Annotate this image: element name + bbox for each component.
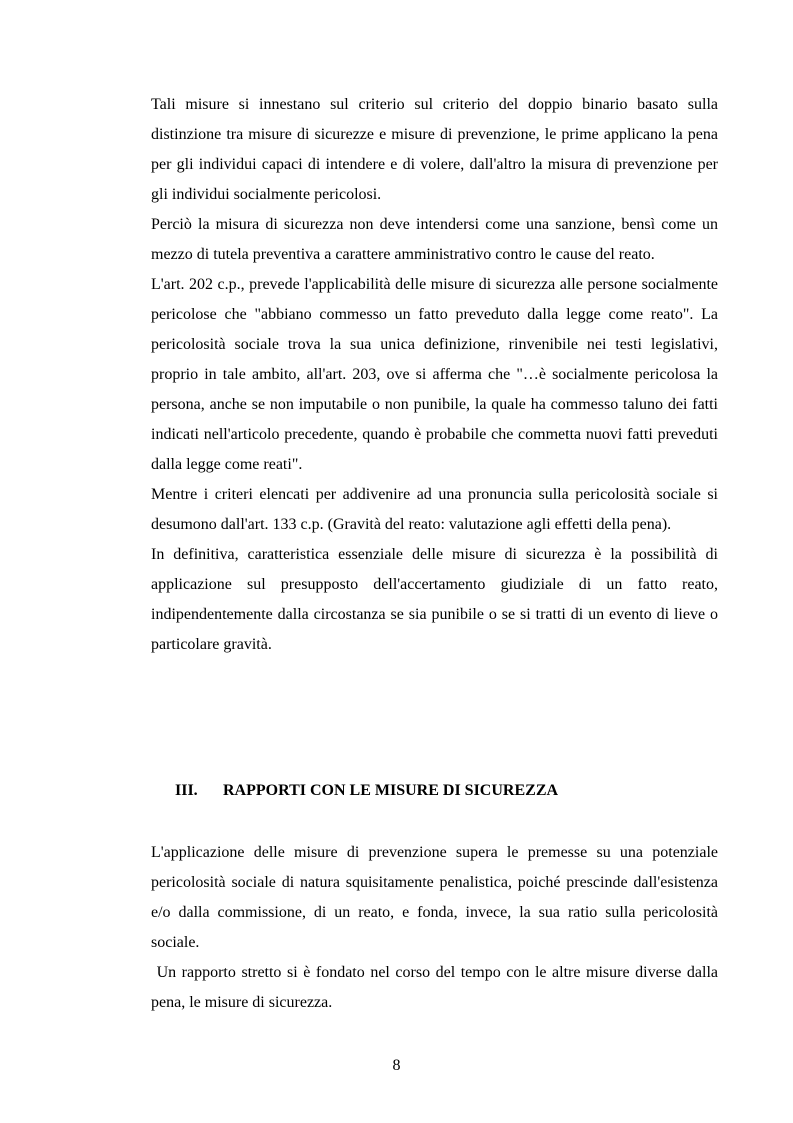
body-text-before-section	[151, 90, 718, 660]
paragraph: Perciò la misura di sicurezza non deve intendersi come una sanzione, bensì come un mezzo di tutela preventiva a carattere amministrativo contro le cause del reato.	[151, 216, 718, 263]
body-text-after-section	[151, 838, 722, 1018]
paragraph: Tali misure si innestano sul criterio sul criterio del doppio binario basato sulla distinzione tra misure di sicurezze e misure di prevenzione, le prime applicano la pena per gli individui capaci di intendere e di volere, dall'altro la misura di prevenzione per gli individui socialmente pericolosi.	[151, 96, 718, 203]
section-number: III.	[175, 782, 198, 799]
section-heading	[175, 778, 558, 804]
paragraph: In definitiva, caratteristica essenziale delle misure di sicurezza è la possibilità di applicazione sul presupposto dell'accertamento giudiziale di un fatto reato, indipendentemente dalla circostanza se sia punibile o se si tratti di un evento di lieve o particolare gravità.	[151, 546, 718, 653]
paragraph: L'applicazione delle misure di prevenzione supera le premesse su una potenziale pericolosità sociale di natura squisitamente penalistica, poiché prescinde dall'esistenza e/o dalla commissione, di un reato, e fonda, invece, la sua ratio sulla pericolosità sociale.	[151, 844, 718, 951]
paragraph: Mentre i criteri elencati per addivenire ad una pronuncia sulla pericolosità sociale si desumono dall'art. 133 c.p. (Gravità del reato: valutazione agli effetti della pena).	[151, 486, 718, 533]
page-number: 8	[392, 1057, 401, 1074]
paragraph: Un rapporto stretto si è fondato nel corso del tempo con le altre misure diverse dalla pena, le misure di sicurezza.	[151, 964, 722, 1011]
section-title: RAPPORTI CON LE MISURE DI SICUREZZA	[223, 782, 559, 799]
paragraph: L'art. 202 c.p., prevede l'applicabilità delle misure di sicurezza alle persone socialmente pericolose che "abbiano commesso un fatto preveduto dalla legge come reato". La pericolosità sociale trova la sua unica definizione, rinvenibile nei testi legislativi, proprio in tale ambito, all'art. 203, ove si afferma che "…è socialmente pericolosa la persona, anche se non imputabile o non punibile, la quale ha commesso taluno dei fatti indicati nell'articolo precedente, quando è probabile che commetta nuovi fatti preveduti dalla legge come reati".	[151, 276, 718, 473]
